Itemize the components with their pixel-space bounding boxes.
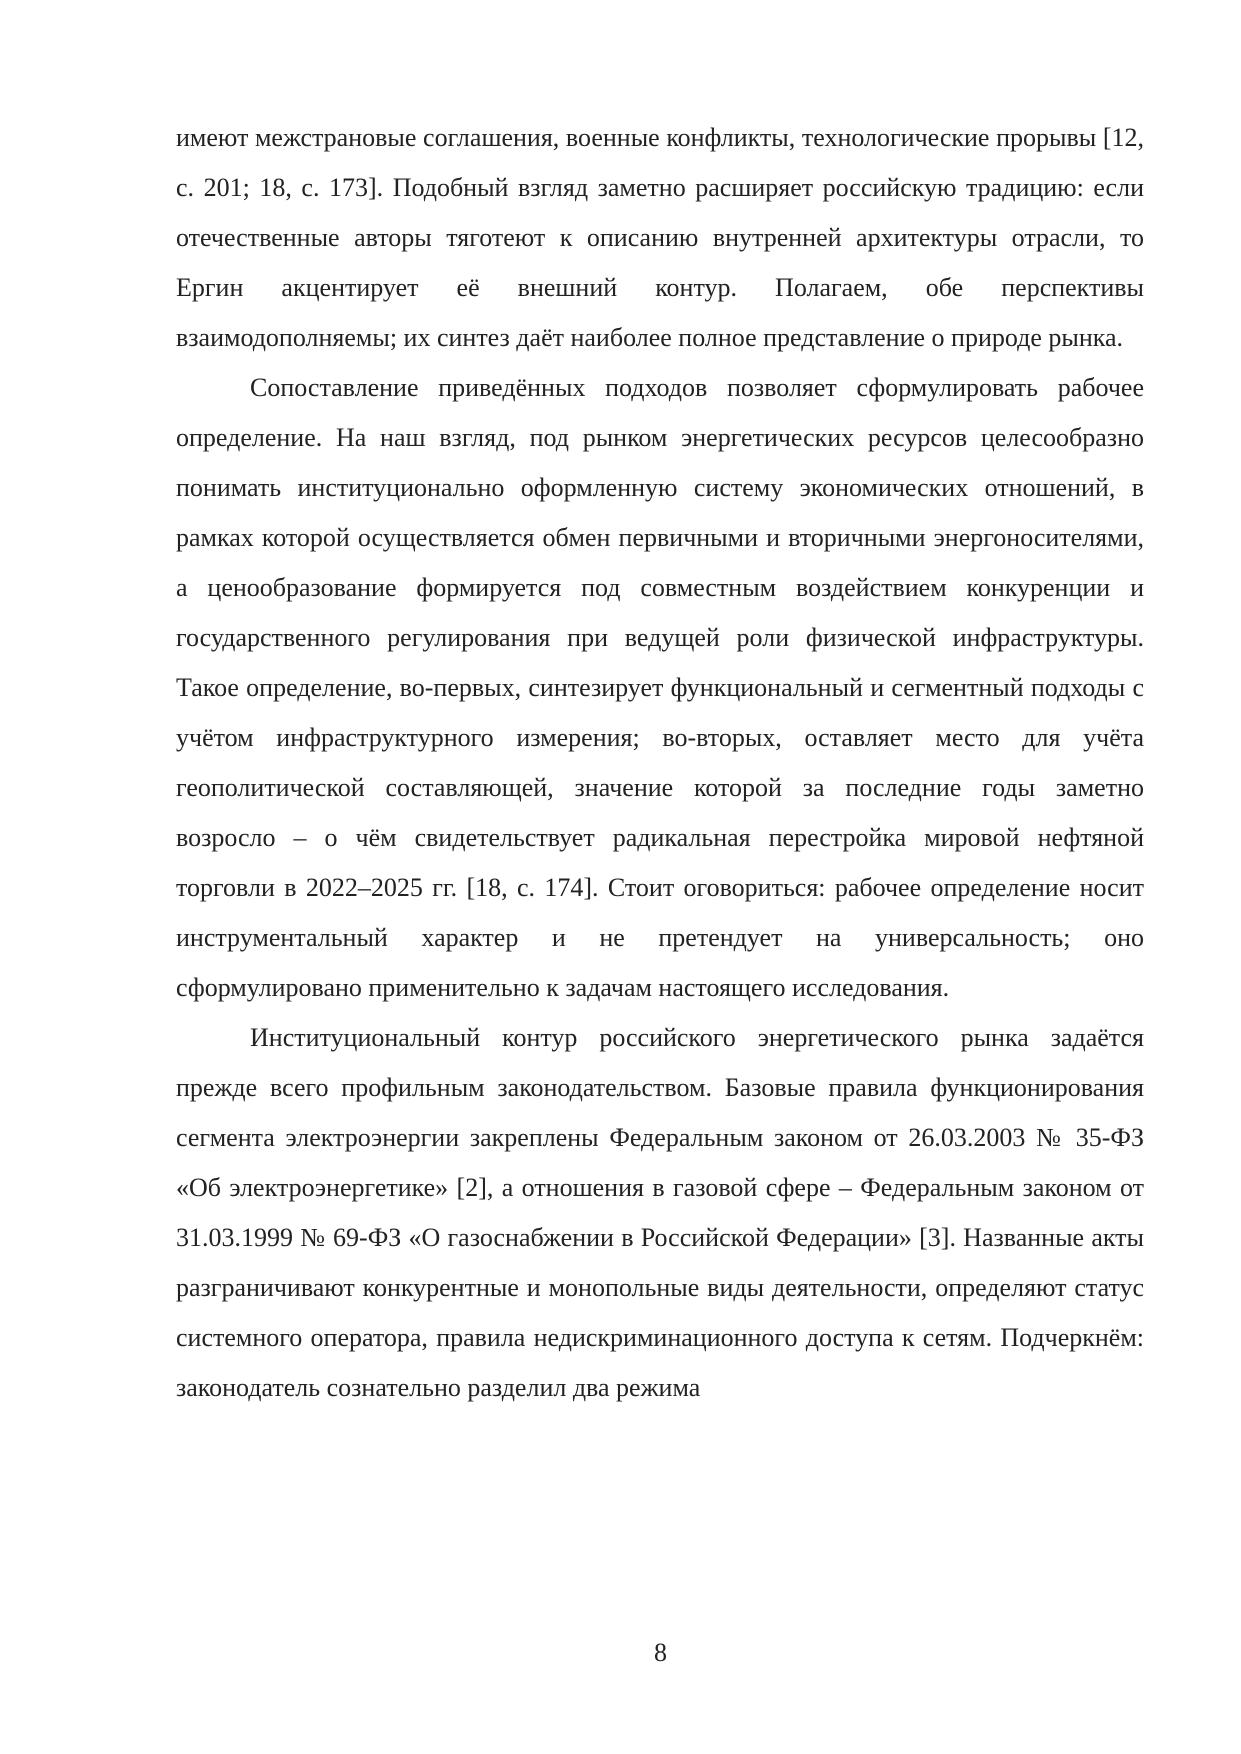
paragraph-continuation: имеют межстрановые соглашения, военные конфликты, технологические прорывы [12, с. 201; 18, с. 173]. Подобный взгляд заметно расширяет российскую традицию: если отечественные авторы тяготеют к описанию внутренней архитектуры отрасли, то Ергин акцентирует её внешний контур. Полагаем, обе перспективы взаимодополняемы; их синтез даёт наиболее полное представление о природе рынка.: [176, 123, 1144, 352]
paragraph-working-definition: Сопоставление приведённых подходов позволяет сформулировать рабочее определение. На наш взгляд, под рынком энергетических ресурсов целесообразно понимать институционально оформленную систему экономических отношений, в рамках которой осуществляется обмен первичными и вторичными энергоносителями, а ценообразование формируется под совместным воздействием конкуренции и государственного регулирования при ведущей роли физической инфраструктуры. Такое определение, во-первых, синтезирует функциональный и сегментный подходы с учётом инфраструктурного измерения; во-вторых, оставляет место для учёта геополитической составляющей, значение которой за последние годы заметно возросло – о чём свидетельствует радикальная перестройка мировой нефтяной торговли в 2022–2025 гг. [18, с. 174]. Стоит оговориться: рабочее определение носит инструментальный характер и не претендует на универсальность; оно сформулировано применительно к задачам настоящего исследования.: [176, 373, 1144, 1002]
body-text: [176, 113, 1144, 1413]
page-number: 8: [654, 1638, 667, 1667]
paragraph-institutional-contour: Институциональный контур российского энергетического рынка задаётся прежде всего профильным законодательством. Базовые правила функционирования сегмента электроэнергии закреплены Федеральным законом от 26.03.2003 № 35-ФЗ «Об электроэнергетике» [2], а отношения в газовой сфере – Федеральным законом от 31.03.1999 № 69-ФЗ «О газоснабжении в Российской Федерации» [3]. Названные акты разграничивают конкурентные и монопольные виды деятельности, определяют статус системного оператора, правила недискриминационного доступа к сетям. Подчеркнём: законодатель сознательно разделил два режима: [176, 1023, 1144, 1402]
